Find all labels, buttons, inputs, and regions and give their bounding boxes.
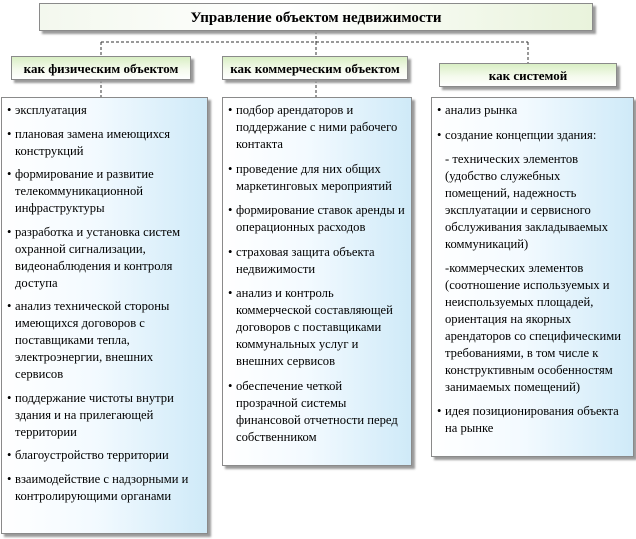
system-list: [431, 97, 634, 457]
list-item: • анализ технической стороны имеющихся договоров с поставщиками тепла, электроэнергии, внешних сервисов: [7, 298, 202, 383]
list-item: • благоустройство территории: [7, 447, 202, 464]
list-item: • разработка и установка систем охранной сигнализации, видеонаблюдения и контроля доступа: [7, 224, 202, 292]
list-item: • формирование ставок аренды и операционных расходов: [228, 202, 406, 236]
list-item: • идея позиционирования объекта на рынке: [437, 403, 628, 437]
list-item: • эксплуатация: [7, 102, 202, 119]
list-item: • анализ рынка: [437, 102, 628, 119]
list-item: • создание концепции здания:: [437, 127, 628, 144]
list-item: • взаимодействие с надзорными и контролирующими органами: [7, 471, 202, 505]
list-item: • обеспечение четкой прозрачной системы финансовой отчетности перед собственником: [228, 378, 406, 446]
header-commercial-object: как коммерческим объектом: [222, 56, 408, 80]
list-item: • подбор арендаторов и поддержание с ними рабочего контакта: [228, 102, 406, 153]
list-item: • плановая замена имеющихся конструкций: [7, 126, 202, 160]
diagram-title: Управление объектом недвижимости: [39, 3, 593, 31]
sub-item-technical: - технических элементов (удобство служебных помещений, надежность эксплуатации и сервисного обслуживания закладываемых коммуникаций): [445, 152, 609, 251]
list-item: • анализ и контроль коммерческой составляющей договоров с поставщиками коммунальных услуг и внешних сервисов: [228, 285, 406, 370]
list-item: • поддержание чистоты внутри здания и на прилегающей территории: [7, 390, 202, 441]
physical-object-list: [1, 97, 208, 534]
sub-item-commercial: -коммерческих элементов (соотношение используемых и неиспользуемых площадей, ориентация на якорных арендаторов со специфическими требованиями, в том числе к конструктивным особенностям занимаемых помещений): [445, 261, 621, 394]
commercial-object-list: [222, 97, 412, 466]
header-physical-object: как физическим объектом: [11, 56, 191, 80]
list-item: • проведение для них общих маркетинговых мероприятий: [228, 161, 406, 195]
header-system: как системой: [439, 63, 617, 87]
list-item: • страховая защита объекта недвижимости: [228, 244, 406, 278]
list-item: • формирование и развитие телекоммуникационной инфраструктуры: [7, 166, 202, 217]
